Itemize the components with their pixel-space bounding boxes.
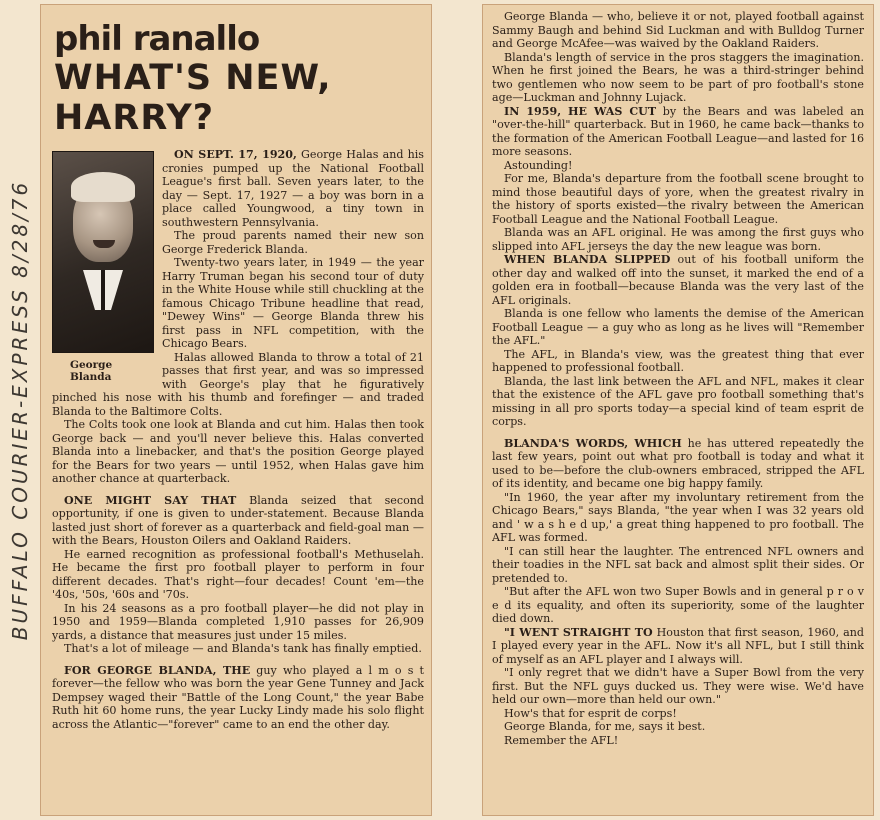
paragraph-lead: WHEN BLANDA SLIPPED [504,253,671,266]
paragraph-lead: ON SEPT. 17, 1920, [174,148,297,161]
article-column-1 [52,148,424,731]
paragraph [492,253,864,307]
paragraph-text: "I can still hear the laughter. The entrenced NFL owners and their toadies in the NFL sat back and almost split their sides. Or pretended to. [492,544,864,585]
paragraph-lead: ONE MIGHT SAY THAT [64,493,237,507]
paragraph-text: How's that for esprit de corps! [504,706,677,720]
paragraph [492,10,864,51]
photo-caption: George Blanda [70,359,113,383]
paragraph [492,375,864,429]
paragraph-text: George Blanda — who, believe it or not, played football against Sammy Baugh and behind Sid Luckman and with Bulldog Turner and George McAfee—was waived by the Oakland Raiders. [492,10,864,50]
clipping-right [482,4,874,816]
paragraph-text: That's a lot of mileage — and Blanda's tank has finally emptied. [64,642,422,655]
clipping-left-body [52,10,424,810]
headline: WHAT'S NEW, HARRY? [54,58,332,138]
paragraph-text: Blanda seized that second opportunity, if one is given to under-statement. Because Blanda lasted just short of forever as a quarterback and field-goal man —with the Bears, Houston Oilers and Oakland Raiders. [52,493,424,547]
paragraph [492,51,864,105]
paragraph-text: The proud parents named their new son George Frederick Blanda. [162,229,424,256]
paragraph [492,707,864,721]
clipping-left [40,4,432,816]
paragraph-text: Houston that first season, 1960, and I played every year in the AFL. Now it's all NFL, but I still think of myself as an AFL player and I always will. [492,625,864,666]
paragraph [492,159,864,173]
paragraph-text: by the Bears and was labeled an "over-the-hill" quarterback. But in 1960, he came back—thanks to the formation of the American Football League—and lasted for 16 more seasons. [492,104,864,158]
handwritten-source-note [2,20,38,800]
paragraph-text: "In 1960, the year after my involuntary retirement from the Chicago Bears," says Blanda, "the year when I was 32 years old and ' w a s h e d up,' a great thing happened to pro football. The AFL was formed. [492,490,864,544]
paragraph-text: He earned recognition as professional football's Methuselah. He became the first pro football player to perform in four different decades. That's right—four decades! Count 'em—the '40s, '50s, '60s and '70s. [52,547,424,601]
photo-collar [83,270,123,310]
paragraph [492,172,864,226]
paragraph [492,105,864,159]
paragraph [52,664,424,732]
paragraph-lead: IN 1959, HE WAS CUT [504,104,657,118]
article-column-2 [492,10,864,747]
paragraph [492,491,864,545]
paragraph [492,437,864,491]
paragraph-text: "I only regret that we didn't have a Super Bowl from the very first. But the NFL guys ducked us. They were wise. We'd have held our own—more than held our own." [492,666,864,706]
photo-hair [71,172,135,202]
paragraph-text: Blanda was an AFL original. He was among the first guys who slipped into AFL jerseys the day the new league was born. [492,226,864,253]
paragraph-text: "But after the AFL won two Super Bowls and in general p r o v e d its equality, and often its superiority, some of the laughter died down. [492,585,864,625]
paragraph [52,642,424,656]
paragraph-text: The Colts took one look at Blanda and cut him. Halas then took George back — and you'll never believe this. Halas converted Blanda into a linebacker, and that's the position George played for the Bears for two years — until 1952, when Halas gave him another chance at quarterback. [52,418,424,485]
paragraph-text: he has uttered repeatedly the last few years, point out what pro football is today and what it used to be—before the club-owners embraced, stripped the AFL of its identity, and became one big happy family. [492,436,864,490]
paragraph-text: Blanda's length of service in the pros staggers the imagination. When he first joined the Bears, he was a third-stringer behind two gentlemen who now seem to be part of pro football's stone age—Luckman and Johnny Lujack. [492,50,864,104]
paragraph [52,418,424,486]
paragraph-text: out of his football uniform the other day and walked off into the sunset, it marked the end of a golden era in football—because Blanda was the very last of the AFL originals. [492,253,864,307]
paragraph [492,585,864,626]
blanda-photo [52,151,154,353]
paragraph-text: Astounding! [504,158,573,172]
paragraph-text: guy who played a l m o s t forever—the fellow who was born the year Gene Tunney and Jack Dempsey waged their "Battle of the Long Count," the year Babe Ruth hit 60 home runs, the year Lucky Lindy made his solo flight across the Atlantic—"forever" came to an end the other day. [52,663,424,731]
paragraph [492,666,864,707]
paragraph-text: Blanda, the last link between the AFL and NFL, makes it clear that the existence of the AFL gave pro football something that's missing in all pro sports today—a special kind of team esprit de corps. [492,374,864,428]
paragraph-lead: FOR GEORGE BLANDA, THE [64,663,251,677]
paragraph-text: For me, Blanda's departure from the football scene brought to mind those beautiful days of yore, when the greatest rivalry in the history of sports existed—the rivalry between the American Football League and the National Football League. [492,172,864,226]
paragraph [492,626,864,667]
handwritten-source-text: BUFFALO COURIER-EXPRESS 8/28/76 [8,179,32,641]
paragraph-text: Blanda is one fellow who laments the demise of the American Football League — a guy who as long as he lives will "Remember the AFL." [492,307,864,347]
paragraph [492,734,864,748]
paragraph [492,720,864,734]
paragraph [52,602,424,643]
photo-block [52,151,154,383]
paragraph-lead: BLANDA'S WORDS, WHICH [504,436,682,450]
paragraph-text: George Blanda, for me, says it best. [504,720,706,733]
byline: phil ranallo [54,19,260,59]
paragraph-text: The AFL, in Blanda's view, was the greatest thing that ever happened to professional football. [492,347,864,374]
paragraph [52,494,424,548]
paragraph-text: In his 24 seasons as a pro football player—he did not play in 1950 and 1959—Blanda completed 1,910 passes for 26,909 yards, a distance that measures just under 15 miles. [52,601,424,642]
paragraph-text: Twenty-two years later, in 1949 — the year Harry Truman began his second tour of duty in the White House while still chuckling at the famous Chicago Tribune headline that read, "Dewey Wins" — George Blanda threw his first pass in NFL competition, with the Chicago Bears. [162,256,424,350]
paragraph [492,545,864,586]
paragraph-text: Halas allowed Blanda to throw a total of 21 passes that first year, and was so impressed with George's play that he figuratively pinched his nose with his thumb and forefinger — and traded Blanda to the Baltimore Colts. [52,350,424,418]
paragraph-lead: "I WENT STRAIGHT TO [504,625,653,639]
paragraph [492,307,864,348]
paragraph-text: Remember the AFL! [504,733,619,747]
paragraph [492,226,864,253]
paragraph-text: George Halas and his cronies pumped up the National Football League's first ball. Seven years later, to the day — Sept. 17, 1927 — a boy was born in a place called Youngwood, a tiny town in southwestern Pennsylvania. [162,148,424,229]
clipping-right-body [492,10,864,810]
paragraph [492,348,864,375]
paragraph [52,548,424,602]
